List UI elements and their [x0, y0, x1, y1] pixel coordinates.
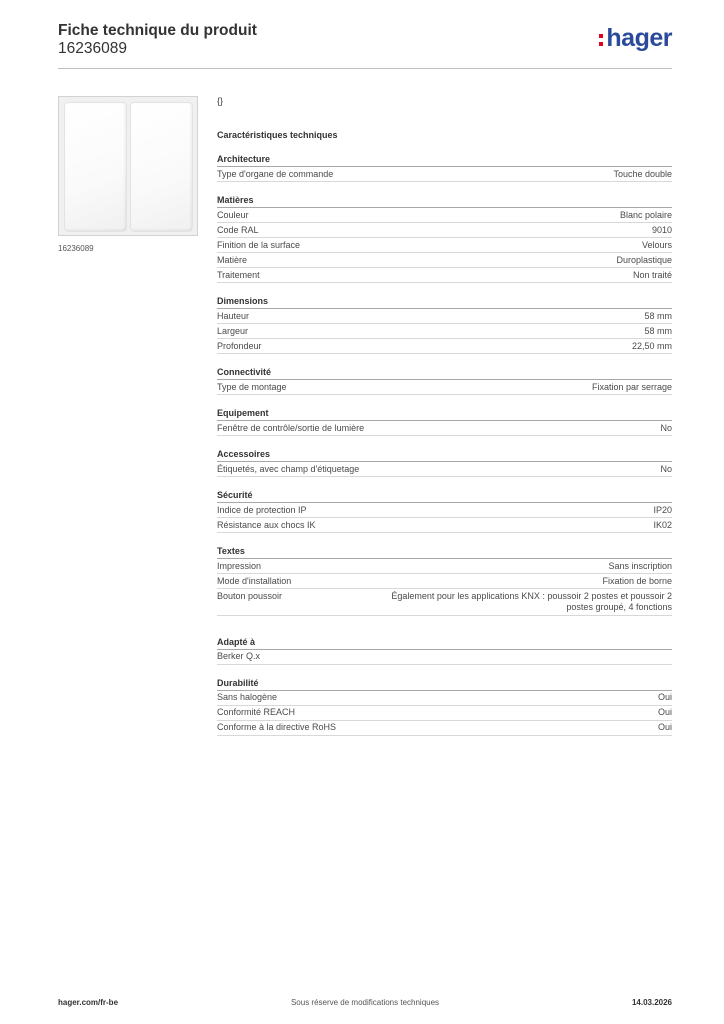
spec-label: Mode d'installation [217, 575, 292, 586]
section-connectivite [217, 366, 672, 395]
spec-value: 58 mm [644, 325, 672, 336]
spec-value: 9010 [651, 224, 672, 235]
spec-row [217, 589, 672, 616]
section-securite [217, 489, 672, 533]
page-title: Fiche technique du produit [58, 22, 257, 39]
spec-row [217, 691, 672, 706]
spec-value: IK02 [653, 519, 672, 530]
spec-label: Conforme à la directive RoHS [217, 722, 337, 732]
spec-value [652, 651, 672, 663]
section-durabilite [217, 677, 672, 736]
hager-logo [599, 26, 672, 51]
spec-row [217, 574, 672, 589]
spec-value: IP20 [653, 504, 672, 515]
header-divider [58, 68, 672, 69]
spec-label: Matière [217, 254, 248, 265]
spec-label: Indice de protection IP [217, 504, 307, 515]
spec-row [217, 309, 672, 324]
spec-value: Fixation par serrage [591, 381, 672, 392]
image-caption: 16236089 [58, 244, 94, 253]
section-dimensions [217, 295, 672, 354]
spec-row [217, 421, 672, 436]
spec-value: Blanc polaire [619, 209, 672, 220]
spec-label: Hauteur [217, 310, 250, 321]
spec-value: Non traité [632, 269, 672, 280]
spec-row [217, 339, 672, 354]
spec-row [217, 721, 672, 736]
spec-row [217, 324, 672, 339]
section-title: Adapté à [217, 636, 672, 650]
spec-label: Finition de la surface [217, 239, 301, 250]
spec-label: Fenêtre de contrôle/sortie de lumière [217, 422, 365, 433]
section-title: Accessoires [217, 448, 672, 462]
spec-value: 58 mm [644, 310, 672, 321]
spec-label: Berker Q.x [217, 651, 261, 661]
spec-value: Sans inscription [608, 560, 672, 571]
spec-label: Bouton poussoir [217, 590, 283, 601]
section-title: Architecture [217, 153, 672, 167]
spec-row [217, 223, 672, 238]
section-title: Equipement [217, 407, 672, 421]
spec-row [217, 380, 672, 395]
section-title: Matières [217, 194, 672, 208]
spec-value: No [660, 463, 672, 474]
spec-label: Largeur [217, 325, 249, 336]
product-image [58, 96, 198, 236]
rocker-right [131, 103, 192, 231]
specs-title: Caractéristiques techniques [217, 130, 338, 140]
section-accessoires [217, 448, 672, 477]
spec-label: Résistance aux chocs IK [217, 519, 316, 530]
footer-website-link[interactable]: hager.com/fr-be [58, 998, 119, 1007]
section-title: Textes [217, 545, 672, 559]
spec-row [217, 462, 672, 477]
spec-row [217, 238, 672, 253]
spec-row [217, 559, 672, 574]
spec-label: Profondeur [217, 340, 262, 351]
spec-value: Duroplastique [616, 254, 672, 265]
technical-specs [217, 96, 672, 748]
spec-value: Oui [657, 722, 672, 732]
section-textes [217, 545, 672, 616]
spec-value: Touche double [613, 168, 672, 179]
section-equipement [217, 407, 672, 436]
spec-row [217, 650, 672, 665]
spec-value: Également pour les applications KNX : poussoir 2 postes et poussoir 2 postes groupé, 4 fonctions [391, 590, 672, 612]
rocker-left [65, 103, 126, 231]
footer-date: 14.03.2026 [631, 998, 672, 1007]
section-architecture [217, 153, 672, 182]
spec-row [217, 268, 672, 283]
spec-value: Fixation de borne [602, 575, 672, 586]
spec-label: Code RAL [217, 224, 259, 235]
spec-value: No [660, 422, 672, 433]
spec-row [217, 253, 672, 268]
footer-disclaimer: Sous réserve de modifications techniques [290, 998, 440, 1007]
spec-label: Étiquetés, avec champ d'étiquetage [217, 463, 360, 474]
spec-value: 22,50 mm [631, 340, 672, 351]
product-number: 16236089 [58, 40, 127, 57]
section-adapte-a [217, 636, 672, 665]
spec-row [217, 208, 672, 223]
section-matieres [217, 194, 672, 283]
spec-label: Sans halogène [217, 692, 278, 702]
spec-label: Type de montage [217, 381, 287, 392]
spec-value: Velours [641, 239, 672, 250]
logo-text: hager [606, 24, 672, 52]
spec-row [217, 706, 672, 721]
spec-label: Conformité REACH [217, 707, 296, 717]
spec-label: Type d'organe de commande [217, 168, 334, 179]
logo-dots-icon [599, 29, 605, 46]
spec-row [217, 503, 672, 518]
spec-label: Impression [217, 560, 262, 571]
section-title: Dimensions [217, 295, 672, 309]
page-header [58, 22, 672, 70]
section-title: Durabilité [217, 677, 672, 691]
spec-value: Oui [657, 707, 672, 717]
spec-label: Traitement [217, 269, 260, 280]
spec-value: Oui [657, 692, 672, 702]
spec-row [217, 518, 672, 533]
section-title: Connectivité [217, 366, 672, 380]
spec-row [217, 167, 672, 182]
spec-label: Couleur [217, 209, 249, 220]
braces-placeholder: {} [217, 96, 224, 106]
section-title: Sécurité [217, 489, 672, 503]
